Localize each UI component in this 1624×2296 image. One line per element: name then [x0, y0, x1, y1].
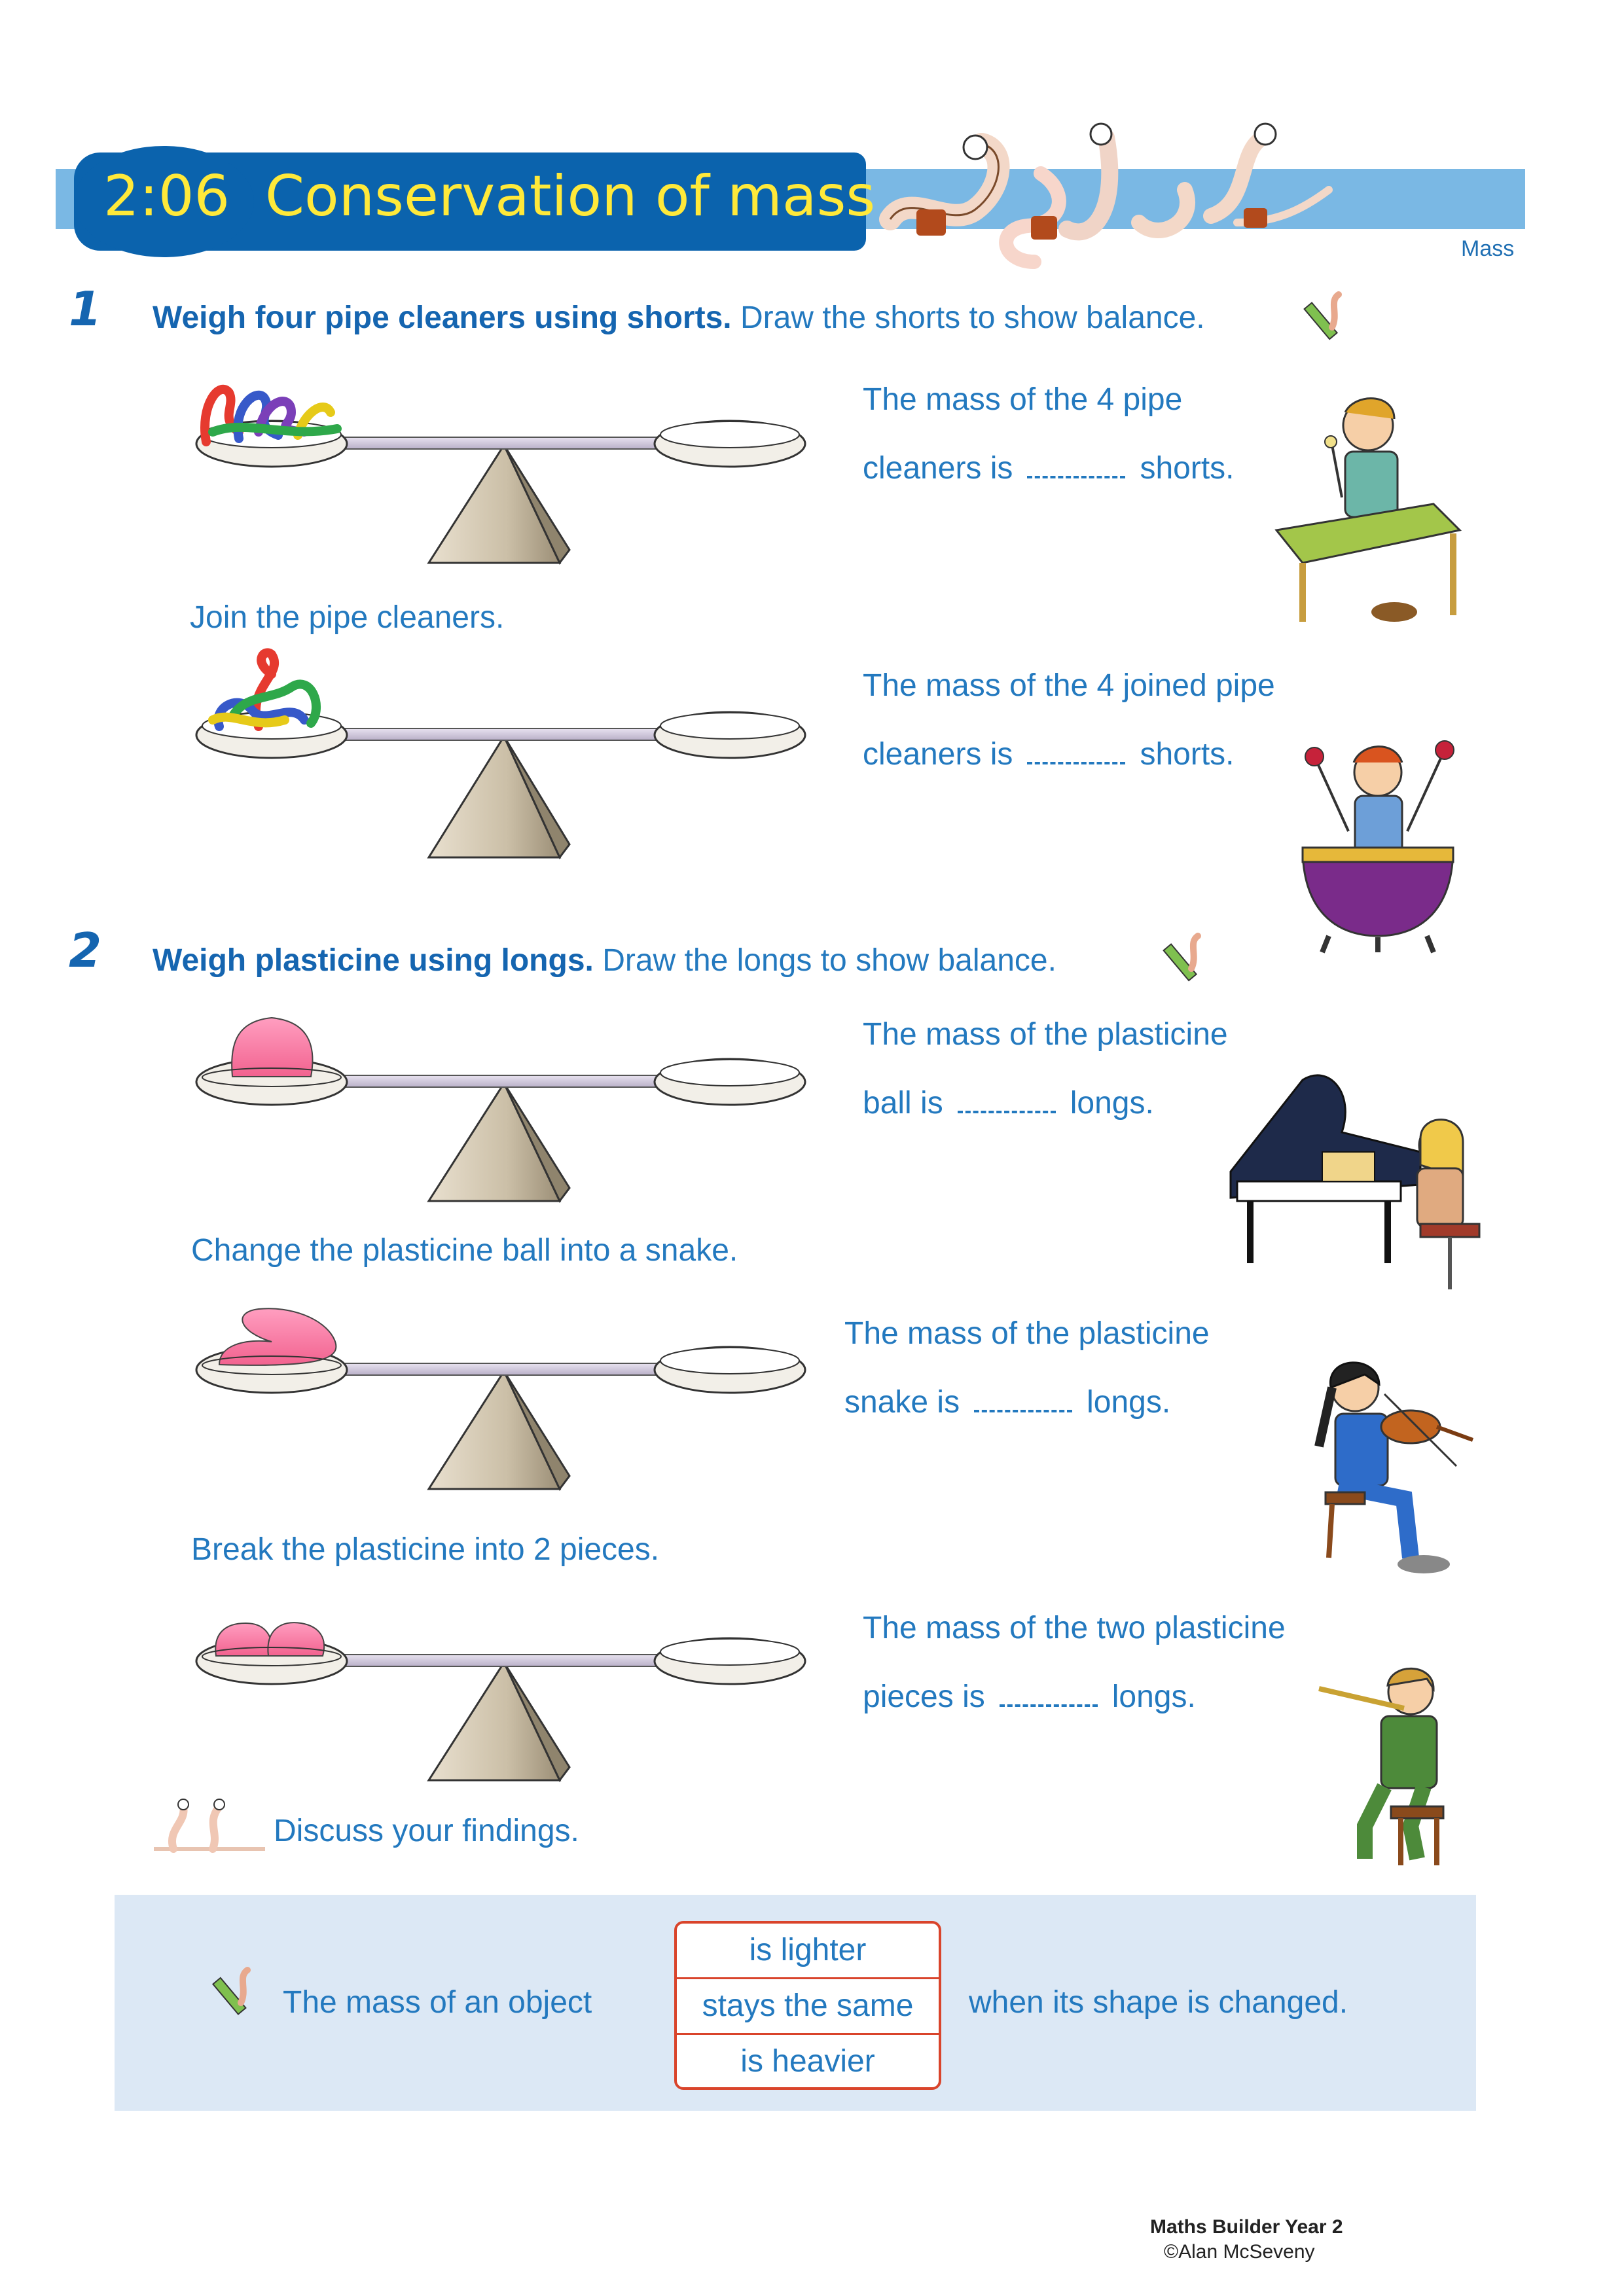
choice-option[interactable]: is lighter [677, 1924, 939, 1979]
balance-scale-4 [193, 1306, 815, 1509]
footer-book-title: Maths Builder Year 2 [1150, 2216, 1343, 2238]
balance-scale-2 [193, 648, 815, 870]
answer-blank[interactable] [1027, 740, 1125, 764]
q1a-line2 [863, 450, 1234, 486]
q2c-line2 [863, 1679, 1196, 1715]
answer-blank[interactable] [1000, 1682, 1098, 1707]
q1a-post: shorts. [1140, 451, 1235, 486]
discuss-text: Discuss your findings. [274, 1814, 579, 1848]
choice-option[interactable]: is heavier [740, 2044, 875, 2079]
q2c-line1: The mass of the two plasticine [863, 1611, 1286, 1645]
q2-instruction-bold: Weigh plasticine using longs. [153, 943, 594, 978]
conclusion-pre: The mass of an object [283, 1985, 592, 2020]
balance-scale-3 [193, 1008, 815, 1211]
balance-scale-5 [193, 1594, 815, 1797]
q2b-pre: snake is [844, 1385, 960, 1420]
worms-discuss-icon [147, 1797, 272, 1856]
q2b-line1: The mass of the plasticine [844, 1316, 1210, 1351]
question-2-instruction [153, 942, 1056, 978]
choice-option[interactable]: stays the same [677, 1979, 939, 2035]
answer-blank[interactable] [1027, 454, 1125, 478]
answer-choices [674, 1921, 941, 2090]
q1b-pre: cleaners is [863, 737, 1013, 772]
q1-instruction-text: Draw the shorts to show balance. [740, 300, 1205, 335]
pencil-worm-icon [1303, 288, 1362, 340]
q2b-line2 [844, 1384, 1170, 1420]
question-2-number: 2 [69, 923, 102, 978]
q2b-post: longs. [1087, 1385, 1171, 1420]
q2a-line1: The mass of the plasticine [863, 1017, 1228, 1052]
q1b-post: shorts. [1140, 737, 1235, 772]
change-instruction: Change the plasticine ball into a snake. [191, 1233, 738, 1268]
q2a-line2 [863, 1085, 1154, 1121]
plasticine-piece-2 [268, 1623, 324, 1656]
flute-player-illustration [1312, 1656, 1476, 1872]
q2a-post: longs. [1070, 1086, 1154, 1121]
violinist-illustration [1299, 1348, 1476, 1590]
conclusion-post: when its shape is changed. [969, 1985, 1348, 2020]
pipe-cleaners-joined [213, 653, 316, 726]
plasticine-piece-1 [215, 1623, 271, 1656]
q2c-post: longs. [1111, 1679, 1196, 1714]
pencil-worm-icon [1162, 929, 1221, 982]
pianist-illustration [1224, 1067, 1492, 1309]
answer-blank[interactable] [958, 1088, 1056, 1113]
q1a-line1: The mass of the 4 pipe [863, 382, 1183, 417]
question-1-instruction [153, 300, 1205, 336]
q2c-pre: pieces is [863, 1679, 985, 1714]
footer-copyright: ©Alan McSeveny [1164, 2241, 1315, 2263]
lesson-number: 2:06 [103, 164, 230, 229]
break-instruction: Break the plasticine into 2 pieces. [191, 1532, 660, 1567]
q1b-line1: The mass of the 4 joined pipe [863, 668, 1275, 703]
question-1-number: 1 [69, 281, 102, 336]
pencil-worm-icon [208, 1964, 267, 2022]
xylophone-player-illustration [1263, 393, 1466, 628]
q2-instruction-text: Draw the longs to show balance. [602, 943, 1056, 978]
page-title: Conservation of mass [265, 164, 876, 229]
q2a-pre: ball is [863, 1086, 943, 1121]
balance-scale-1 [193, 367, 815, 583]
worms-illustration [871, 111, 1375, 281]
q1a-pre: cleaners is [863, 451, 1013, 486]
q1b-line2 [863, 736, 1234, 772]
answer-blank[interactable] [974, 1388, 1072, 1412]
q1-instruction-bold: Weigh four pipe cleaners using shorts. [153, 300, 732, 335]
join-instruction: Join the pipe cleaners. [190, 600, 505, 635]
drummer-illustration [1290, 733, 1466, 956]
topic-label: Mass [1461, 236, 1515, 261]
